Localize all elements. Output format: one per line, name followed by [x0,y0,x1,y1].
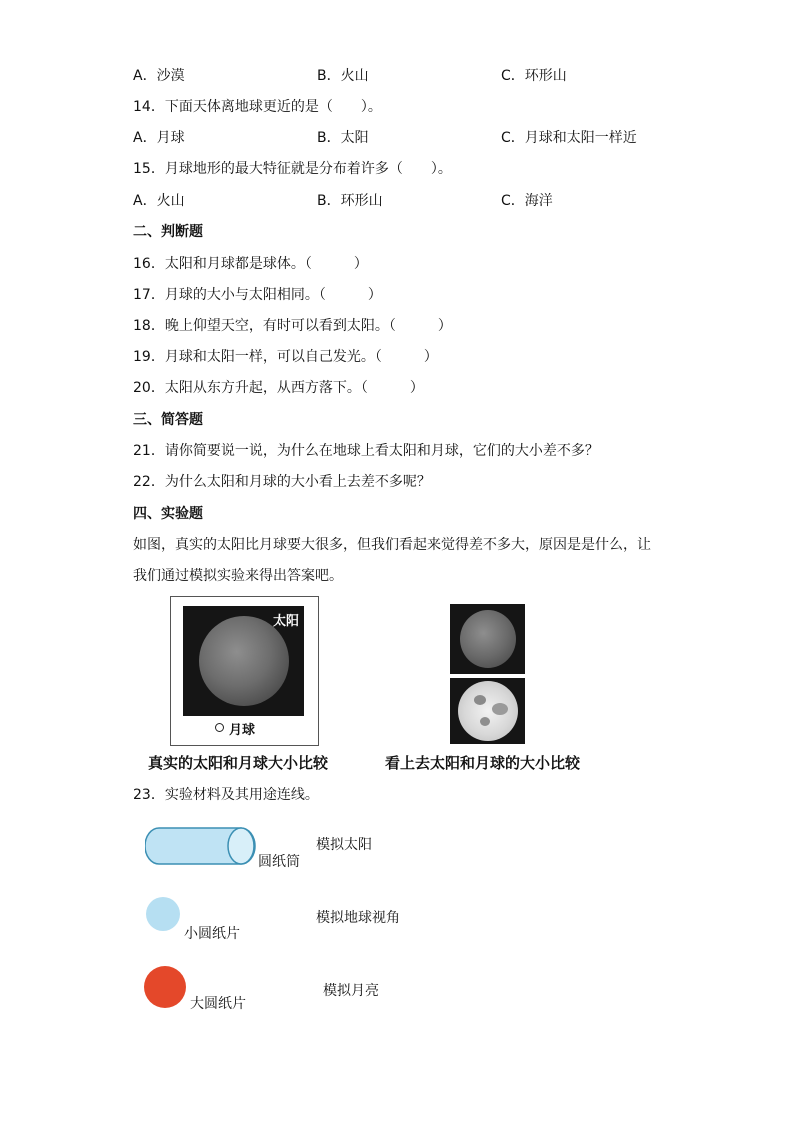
q23-stem: 23．实验材料及其用途连线。 [133,787,319,803]
sun-photo [183,606,304,716]
caption-apparent-size: 看上去太阳和月球的大小比较 [385,754,581,772]
apparent-moon-photo [450,678,525,744]
experiment-intro-line-2: 我们通过模拟实验来得出答案吧。 [133,568,343,584]
q13-option-a: A．沙漠 [133,68,185,84]
q15-option-c: C．海洋 [501,193,553,209]
q17: 17．月球的大小与太阳相同。（ ） [133,287,382,303]
section-title-judgement: 二、判断题 [133,224,203,240]
material-small-disc-label: 小圆纸片 [184,926,240,942]
moon-marker-icon [215,723,224,732]
q20: 20．太阳从东方升起，从西方落下。（ ） [133,380,424,396]
section-title-experiment: 四、实验题 [133,506,203,522]
small-disc-icon [146,897,180,931]
q14-option-b: B．太阳 [317,130,369,146]
q13-option-c: C．环形山 [501,68,567,84]
q19: 19．月球和太阳一样，可以自己发光。（ ） [133,349,438,365]
q13-option-b: B．火山 [317,68,369,84]
apparent-sun-photo [450,604,525,674]
q14-option-c: C．月球和太阳一样近 [501,130,637,146]
q21: 21．请你简要说一说，为什么在地球上看太阳和月球，它们的大小差不多？ [133,443,599,459]
real-size-figure [170,596,319,746]
experiment-intro-line-1: 如图，真实的太阳比月球要大很多，但我们看起来觉得差不多大，原因是是什么，让 [133,537,651,553]
material-tube-label: 圆纸筒 [258,854,300,870]
q14-stem: 14．下面天体离地球更近的是（ ）。 [133,99,382,115]
q14-option-a: A．月球 [133,130,185,146]
paper-tube-icon [145,826,257,866]
sun-globe-small [460,610,516,668]
large-disc-icon [144,966,186,1008]
use-earth-view-label: 模拟地球视角 [316,910,400,926]
sun-globe [199,616,289,706]
moon-globe [458,681,518,741]
sun-label: 太阳 [272,614,299,629]
q18: 18．晚上仰望天空，有时可以看到太阳。（ ） [133,318,452,334]
use-moon-label: 模拟月亮 [323,983,379,999]
use-sun-label: 模拟太阳 [316,837,372,853]
q15-option-b: B．环形山 [317,193,383,209]
q15-option-a: A．火山 [133,193,185,209]
caption-real-size: 真实的太阳和月球大小比较 [148,754,329,772]
q22: 22．为什么太阳和月球的大小看上去差不多呢？ [133,474,431,490]
material-large-disc-label: 大圆纸片 [190,996,246,1012]
q15-stem: 15．月球地形的最大特征就是分布着许多（ ）。 [133,161,452,177]
section-title-short-answer: 三、简答题 [133,412,203,428]
moon-label: 月球 [229,723,256,738]
q16: 16．太阳和月球都是球体。（ ） [133,256,368,272]
